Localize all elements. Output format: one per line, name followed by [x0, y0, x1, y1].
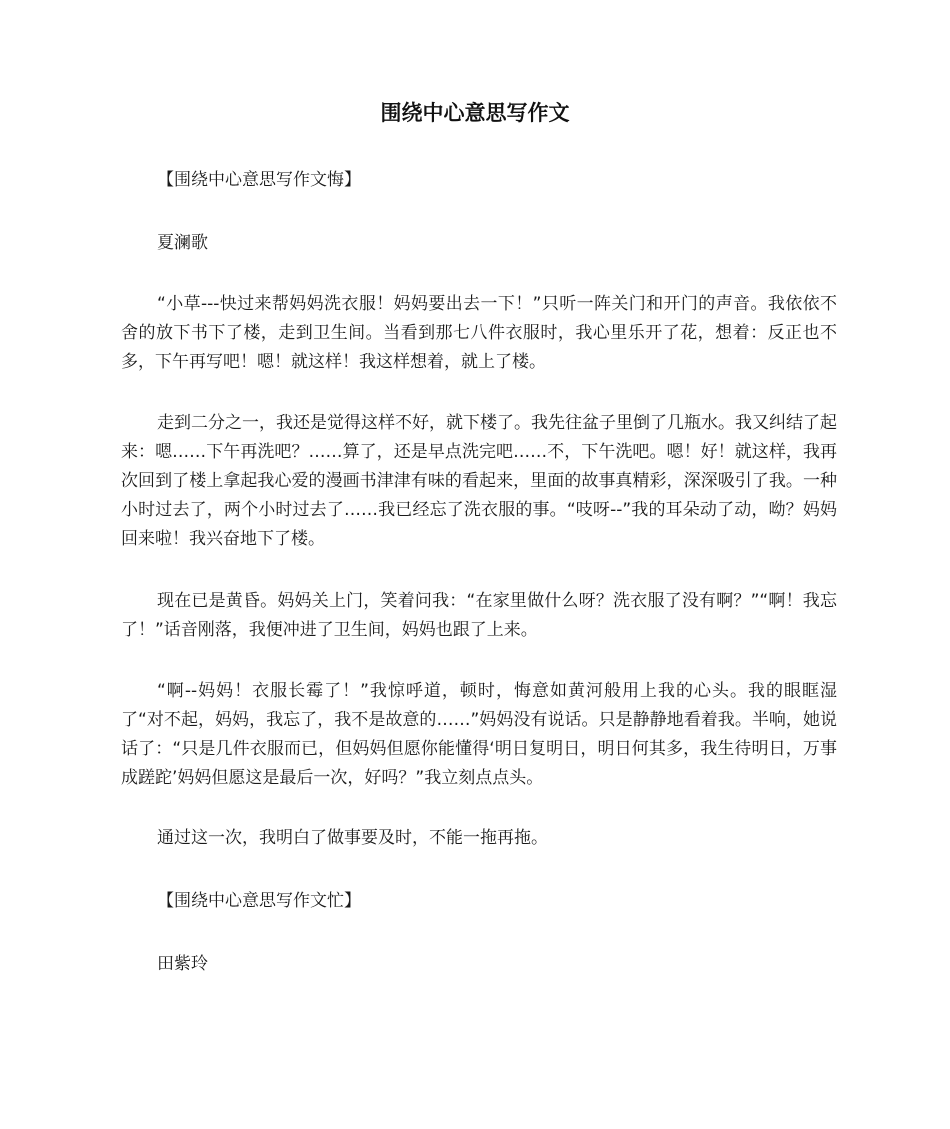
section-heading-regret: 【围绕中心意思写作文悔】	[157, 170, 361, 190]
paragraph: 通过这一次，我明白了做事要及时，不能一拖再拖。	[157, 828, 548, 848]
paragraph: “啊--妈妈！衣服长霉了！”我惊呼道，顿时，悔意如黄河般用上我的心头。我的眼眶湿了“对不起，妈妈，我忘了，我不是故意的……”妈妈没有说话。只是静静地看着我。半响，她说话了：“只是几件衣服而已，但妈妈但愿你能懂得‘明日复明日，明日何其多，我生待明日，万事成蹉跎’妈妈但愿这是最后一次，好吗？”我立刻点点头。	[121, 681, 837, 788]
author-name-2: 田紫玲	[157, 954, 208, 974]
author-name-1: 夏澜歌	[157, 233, 208, 253]
paragraph: “小草---快过来帮妈妈洗衣服！妈妈要出去一下！”只听一阵关门和开门的声音。我依依不舍的放下书下了楼，走到卫生间。当看到那七八件衣服时，我心里乐开了花，想着：反正也不多，下午再写吧！嗯！就这样！我这样想着，就上了楼。	[121, 294, 837, 372]
section-heading-busy: 【围绕中心意思写作文忙】	[157, 891, 361, 911]
paragraph: 走到二分之一，我还是觉得这样不好，就下楼了。我先往盆子里倒了几瓶水。我又纠结了起来：嗯……下午再洗吧？……算了，还是早点洗完吧……不，下午洗吧。嗯！好！就这样，我再次回到了楼上拿起我心爱的漫画书津津有味的看起来，里面的故事真精彩，深深吸引了我。一种小时过去了，两个小时过去了……我已经忘了洗衣服的事。“吱呀--”我的耳朵动了动，呦？妈妈回来啦！我兴奋地下了楼。	[121, 413, 837, 549]
document-title: 围绕中心意思写作文	[380, 101, 570, 125]
paragraph: 现在已是黄昏。妈妈关上门，笑着问我：“在家里做什么呀？洗衣服了没有啊？”“啊！我忘了！”话音刚落，我便冲进了卫生间，妈妈也跟了上来。	[121, 591, 837, 640]
